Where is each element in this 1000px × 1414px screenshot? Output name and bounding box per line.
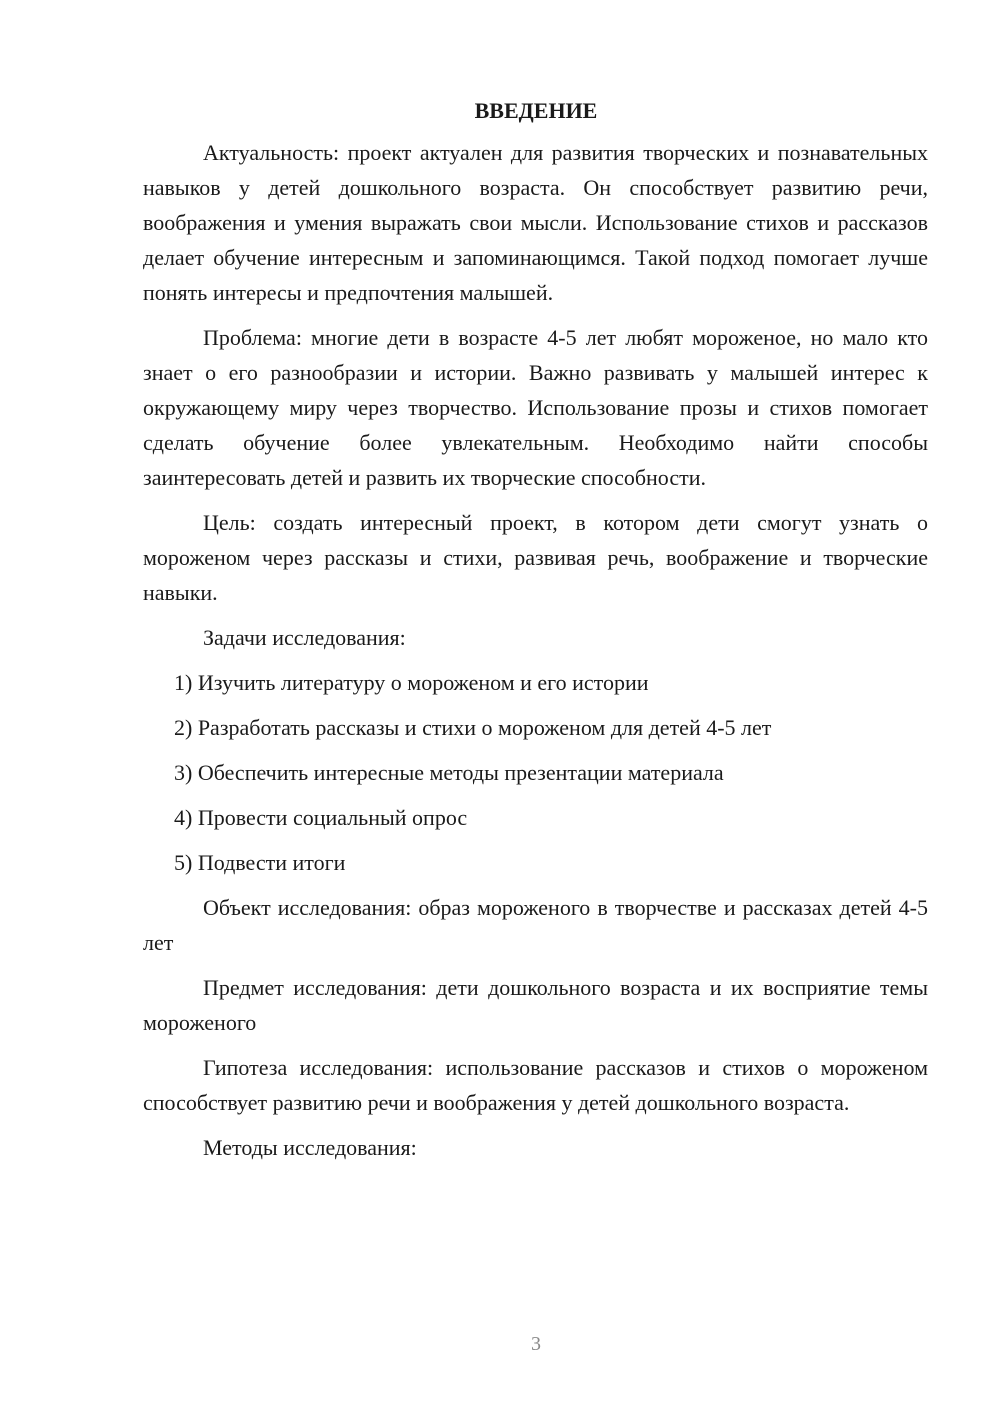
list-item: 5) Подвести итоги xyxy=(174,850,346,875)
subject-paragraph: Предмет исследования: дети дошкольного возраста и их восприятие темы мороженого xyxy=(143,975,928,1035)
page-number: 3 xyxy=(531,1333,541,1355)
tasks-list xyxy=(143,665,928,880)
list-item: 1) Изучить литературу о мороженом и его истории xyxy=(174,670,649,695)
page-content xyxy=(143,96,928,1175)
goal-paragraph: Цель: создать интересный проект, в котором дети смогут узнать о мороженом через рассказы и стихи, развивая речь, воображение и творческие навыки. xyxy=(143,510,928,605)
problem-paragraph: Проблема: многие дети в возрасте 4-5 лет любят мороженое, но мало кто знает о его разнообразии и истории. Важно развивать у малышей интерес к окружающему миру через творчество. Использование прозы и стихов помогает сделать обучение более увлекательным. Необходимо найти способы заинтересовать детей и развить их творческие способности. xyxy=(143,325,928,490)
object-paragraph: Объект исследования: образ мороженого в творчестве и рассказах детей 4-5 лет xyxy=(143,895,928,955)
methods-heading: Методы исследования: xyxy=(203,1135,417,1160)
page-title: ВВЕДЕНИЕ xyxy=(474,98,598,123)
relevance-paragraph: Актуальность: проект актуален для развития творческих и познавательных навыков у детей дошкольного возраста. Он способствует развитию речи, воображения и умения выражать свои мысли. Использование стихов и рассказов делает обучение интересным и запоминающимся. Такой подход помогает лучше понять интересы и предпочтения малышей. xyxy=(143,140,928,305)
list-item: 3) Обеспечить интересные методы презентации материала xyxy=(174,760,724,785)
list-item: 2) Разработать рассказы и стихи о мороженом для детей 4-5 лет xyxy=(174,715,772,740)
hypothesis-paragraph: Гипотеза исследования: использование рассказов и стихов о мороженом способствует развитию речи и воображения у детей дошкольного возраста. xyxy=(143,1055,928,1115)
tasks-heading: Задачи исследования: xyxy=(203,625,406,650)
list-item: 4) Провести социальный опрос xyxy=(174,805,468,830)
